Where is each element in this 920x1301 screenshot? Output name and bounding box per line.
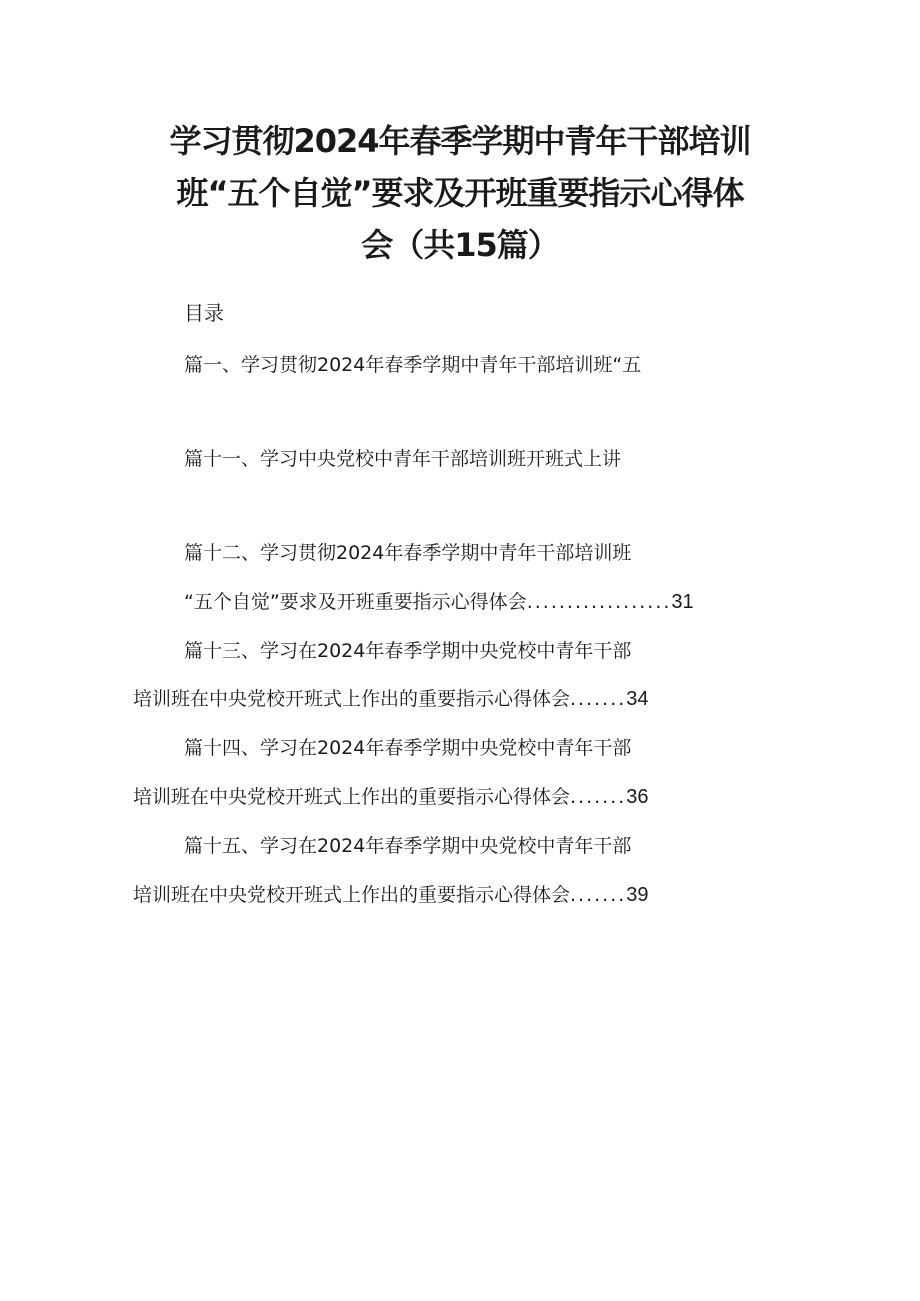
toc-entry-12-continued[interactable]: [184, 589, 694, 615]
toc-entry-1[interactable]: [184, 352, 641, 378]
toc-entry-14-continued[interactable]: [133, 784, 649, 810]
toc-entry-15[interactable]: [184, 833, 631, 859]
toc-entry-11[interactable]: [184, 446, 621, 472]
toc-entry-15-continued[interactable]: [133, 882, 649, 908]
toc-leader-dots: .......: [570, 884, 627, 906]
toc-entry-text: “五个自觉”要求及开班重要指示心得体会: [184, 591, 527, 613]
toc-entry-text: 培训班在中央党校开班式上作出的重要指示心得体会: [133, 688, 571, 710]
toc-entry-text: 篇十二、学习贯彻2024年春季学期中青年干部培训班: [184, 542, 632, 564]
toc-page-number: 39: [626, 884, 649, 906]
toc-leader-dots: ..................: [526, 591, 672, 613]
title-line-3: 会（共15篇）: [361, 226, 559, 264]
toc-leader-dots: .......: [570, 786, 627, 808]
toc-page-number: 34: [626, 688, 649, 710]
toc-entry-text: 篇十四、学习在2024年春季学期中央党校中青年干部: [184, 737, 632, 759]
toc-entry-12[interactable]: [184, 540, 631, 566]
toc-page-number: 31: [671, 591, 694, 613]
document-title: [150, 115, 770, 271]
toc-entry-text: 培训班在中央党校开班式上作出的重要指示心得体会: [133, 884, 571, 906]
toc-entry-text: 篇一、学习贯彻2024年春季学期中青年干部培训班“五: [184, 354, 642, 376]
toc-entry-text: 培训班在中央党校开班式上作出的重要指示心得体会: [133, 786, 571, 808]
toc-leader-dots: .......: [570, 688, 627, 710]
toc-entry-text: 篇十一、学习中央党校中青年干部培训班开班式上讲: [184, 448, 622, 470]
title-line-2: 班“五个自觉”要求及开班重要指示心得体: [176, 174, 744, 212]
toc-entry-13[interactable]: [184, 638, 631, 664]
toc-heading: 目录: [184, 301, 224, 325]
toc-entry-14[interactable]: [184, 735, 631, 761]
title-line-1: 学习贯彻2024年春季学期中青年干部培训: [169, 122, 751, 160]
toc-entry-text: 篇十五、学习在2024年春季学期中央党校中青年干部: [184, 835, 632, 857]
toc-page-number: 36: [626, 786, 649, 808]
toc-entry-13-continued[interactable]: [133, 686, 649, 712]
toc-entry-text: 篇十三、学习在2024年春季学期中央党校中青年干部: [184, 640, 632, 662]
